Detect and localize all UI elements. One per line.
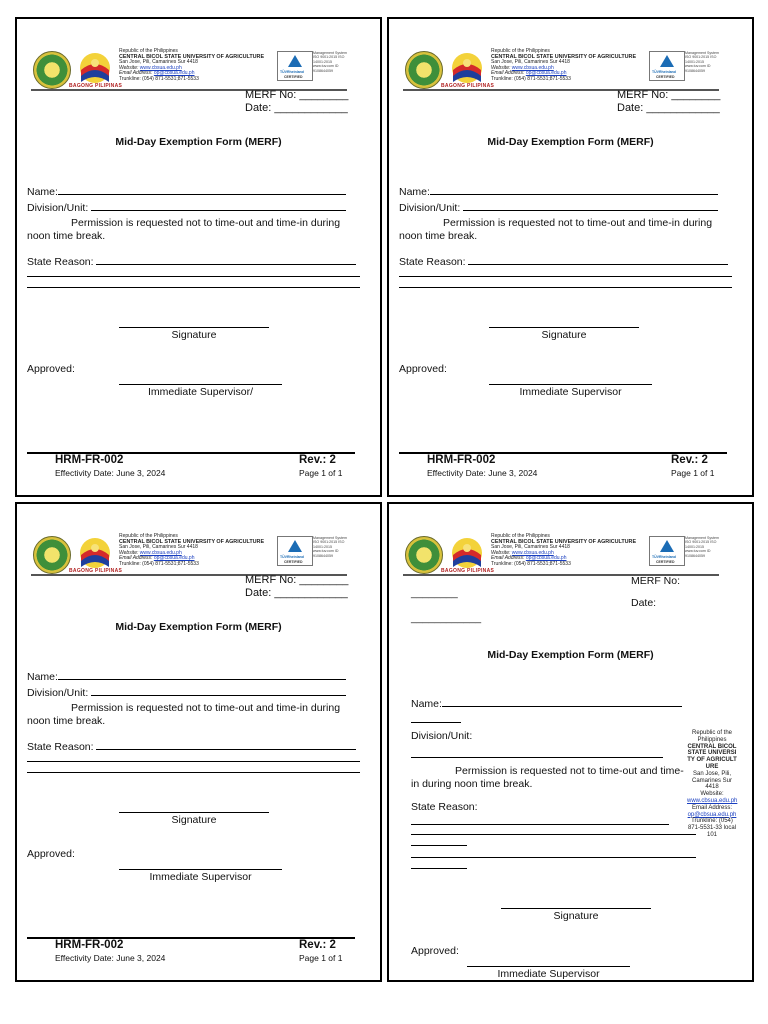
email-label: Email Address: xyxy=(491,70,525,77)
tuv-triangle-icon xyxy=(660,540,674,552)
page-number: Page 1 of 1 xyxy=(299,468,343,478)
merf-number-date xyxy=(245,89,348,115)
name-field[interactable] xyxy=(27,669,346,683)
merf-number-date xyxy=(617,89,720,115)
side-university: CENTRAL BICOL STATE UNIVERSI TY OF AGRICULT URE xyxy=(687,743,737,770)
side-email-label: Email Address: xyxy=(691,804,733,811)
division-label: Division/Unit: xyxy=(399,202,461,214)
signature-line[interactable] xyxy=(501,908,651,909)
address-text: San Jose, Pili, Camarines Sur 4418 xyxy=(491,544,570,551)
effectivity-date: Effectivity Date: June 3, 2024 xyxy=(427,468,538,478)
cert-id: www.tuv.com ID 9108644059 xyxy=(313,64,339,73)
reason-line-2[interactable] xyxy=(27,276,360,277)
merf-no-field[interactable]: ________ xyxy=(411,587,458,599)
university-info xyxy=(119,49,279,83)
republic-text: Republic of the Philippines xyxy=(491,48,550,54)
bagong-pilipinas-logo-icon xyxy=(75,537,115,569)
tuv-certification-badge xyxy=(277,536,313,566)
merf-no-field[interactable]: MERF No: ________ xyxy=(245,574,349,586)
side-address: San Jose, Pili, Camarines Sur 4418 xyxy=(691,770,732,791)
reason-field[interactable] xyxy=(399,254,728,268)
division-field[interactable] xyxy=(27,685,346,699)
signature-label: Signature xyxy=(171,814,217,826)
university-info xyxy=(491,534,651,568)
supervisor-label: Immediate Supervisor xyxy=(497,968,600,980)
university-seal-icon xyxy=(405,536,443,574)
form-footer xyxy=(399,452,727,478)
tuv-certification-badge xyxy=(649,536,685,566)
reason-label: State Reason: xyxy=(27,256,94,268)
email-link[interactable]: op@cbsua.edu.ph xyxy=(525,70,567,77)
form-title: Mid-Day Exemption Form (MERF) xyxy=(115,136,282,148)
address-text: San Jose, Pili, Camarines Sur 4418 xyxy=(119,59,198,66)
name-label: Name: xyxy=(27,186,58,198)
name-field[interactable] xyxy=(411,696,682,710)
management-system-text xyxy=(313,51,347,73)
reason-line-3[interactable] xyxy=(27,287,360,288)
reason-line-2[interactable] xyxy=(27,761,360,762)
permission-text: Permission is requested not to time-out and time-in during noon time break. xyxy=(399,217,713,242)
division-label: Division/Unit: xyxy=(27,687,89,699)
side-website-label: Website: xyxy=(700,791,724,798)
certified-text: CERTIFIED xyxy=(656,560,675,564)
email-link[interactable]: op@cbsua.edu.ph xyxy=(153,70,195,77)
tuv-triangle-icon xyxy=(288,55,302,67)
merf-form-1 xyxy=(15,17,382,497)
website-link[interactable]: www.cbsua.edu.ph xyxy=(139,549,182,556)
division-label: Division/Unit: xyxy=(27,202,89,214)
republic-text: Republic of the Philippines xyxy=(119,533,178,539)
supervisor-line[interactable] xyxy=(467,966,630,967)
email-link[interactable]: op@cbsua.edu.ph xyxy=(153,555,195,562)
republic-text: Republic of the Philippines xyxy=(491,533,550,539)
trunkline-text: Trunkline: (054) 871-5531;871-5533 xyxy=(491,560,571,567)
website-label: Website: xyxy=(119,64,139,71)
tuv-certification-badge xyxy=(649,51,685,81)
name-label: Name: xyxy=(411,698,442,710)
university-name: CENTRAL BICOL STATE UNIVERSITY OF AGRICULTURE xyxy=(491,538,637,545)
university-name: CENTRAL BICOL STATE UNIVERSITY OF AGRICULTURE xyxy=(119,53,265,60)
tuv-triangle-icon xyxy=(288,540,302,552)
name-label: Name: xyxy=(27,671,58,683)
form-footer xyxy=(27,452,355,478)
university-name: CENTRAL BICOL STATE UNIVERSITY OF AGRICULTURE xyxy=(119,538,265,545)
date-field[interactable]: Date: ____________ xyxy=(245,587,348,599)
mgmt-standards: Management System ISO 9001:2015 ISO 14001:2015 xyxy=(313,51,347,64)
tuv-text: TÜVRheinland xyxy=(652,70,676,74)
side-trunkline: Trunkline: (054) 871-5531-33 local 101 xyxy=(687,818,737,838)
website-link[interactable]: www.cbsua.edu.ph xyxy=(511,549,554,556)
management-system-text xyxy=(685,51,719,73)
website-link[interactable]: www.cbsua.edu.ph xyxy=(511,64,554,71)
merf-form-2 xyxy=(387,17,754,497)
signature-label: Signature xyxy=(553,910,599,922)
form-footer xyxy=(27,937,355,963)
division-line[interactable] xyxy=(411,757,663,758)
letterhead xyxy=(403,534,719,580)
tuv-text: TÜVRheinland xyxy=(280,555,304,559)
certified-text: CERTIFIED xyxy=(284,560,303,564)
approved-label: Approved: xyxy=(27,848,75,860)
merf-no-field[interactable]: MERF No: ________ xyxy=(245,89,349,101)
website-label: Website: xyxy=(491,64,511,71)
revision: Rev.: 2 xyxy=(299,939,336,951)
revision: Rev.: 2 xyxy=(299,454,336,466)
signature-line[interactable] xyxy=(119,812,269,813)
supervisor-line[interactable] xyxy=(119,384,282,385)
university-seal-icon xyxy=(33,51,71,89)
merf-no-field[interactable]: MERF No: ________ xyxy=(617,89,721,101)
address-text: San Jose, Pili, Camarines Sur 4418 xyxy=(491,59,570,66)
university-name: CENTRAL BICOL STATE UNIVERSITY OF AGRICULTURE xyxy=(491,53,637,60)
tuv-text: TÜVRheinland xyxy=(280,70,304,74)
effectivity-date: Effectivity Date: June 3, 2024 xyxy=(55,468,166,478)
cert-id: www.tuv.com ID 9108644059 xyxy=(313,549,339,558)
permission-text: Permission is requested not to time-out and time-in during noon time break. xyxy=(27,702,341,727)
revision: Rev.: 2 xyxy=(671,454,708,466)
form-title: Mid-Day Exemption Form (MERF) xyxy=(487,136,654,148)
mgmt-standards: Management System ISO 9001:2015 ISO 14001:2015 xyxy=(685,51,719,64)
bagong-pilipinas-text: BAGONG PILIPINAS xyxy=(69,568,123,574)
form-code: HRM-FR-002 xyxy=(427,454,496,466)
name-field[interactable] xyxy=(27,184,346,198)
name-field[interactable] xyxy=(399,184,718,198)
email-label: Email Address: xyxy=(119,555,153,562)
bagong-pilipinas-text: BAGONG PILIPINAS xyxy=(441,83,495,89)
certified-text: CERTIFIED xyxy=(284,75,303,79)
side-email-link[interactable]: op@cbsua.edu.ph xyxy=(687,811,737,818)
mgmt-standards: Management System ISO 9001:2015 ISO 14001:2015 xyxy=(313,536,347,549)
reason-line-2[interactable] xyxy=(411,834,696,835)
bagong-pilipinas-logo-icon xyxy=(447,537,487,569)
division-field[interactable] xyxy=(399,200,718,214)
bagong-pilipinas-logo-icon xyxy=(75,52,115,84)
reason-label: State Reason: xyxy=(27,741,94,753)
signature-label: Signature xyxy=(541,329,587,341)
cert-id: www.tuv.com ID 9108644059 xyxy=(685,64,711,73)
address-text: San Jose, Pili, Camarines Sur 4418 xyxy=(119,544,198,551)
reason-line-2[interactable] xyxy=(399,276,732,277)
university-info xyxy=(491,49,651,83)
date-label: Date: xyxy=(631,597,657,609)
certified-text: CERTIFIED xyxy=(656,75,675,79)
page-number: Page 1 of 1 xyxy=(671,468,715,478)
signature-label: Signature xyxy=(171,329,217,341)
merf-form-3 xyxy=(15,502,382,982)
university-seal-icon xyxy=(405,51,443,89)
university-seal-icon xyxy=(33,536,71,574)
side-republic: Republic of the Philippines xyxy=(691,730,733,743)
email-link[interactable]: op@cbsua.edu.ph xyxy=(525,555,567,562)
date-field[interactable]: Date: ____________ xyxy=(245,102,348,114)
date-field[interactable]: ____________ xyxy=(411,612,482,624)
merf-form-4 xyxy=(387,502,754,982)
name-line-2[interactable] xyxy=(411,722,461,723)
reason-line-1[interactable] xyxy=(411,824,669,825)
email-label: Email Address: xyxy=(119,70,153,77)
merf-number-date xyxy=(245,574,348,600)
reason-line-5[interactable] xyxy=(411,868,467,869)
email-label: Email Address: xyxy=(491,555,525,562)
tuv-certification-badge xyxy=(277,51,313,81)
bagong-pilipinas-text: BAGONG PILIPINAS xyxy=(441,568,495,574)
mgmt-standards: Management System ISO 9001:2015 ISO 14001:2015 xyxy=(685,536,719,549)
approved-label: Approved: xyxy=(411,945,459,957)
reason-field[interactable] xyxy=(27,739,356,753)
signature-line[interactable] xyxy=(489,327,639,328)
trunkline-text: Trunkline: (054) 871-5531;871-5533 xyxy=(119,75,199,82)
tuv-triangle-icon xyxy=(660,55,674,67)
management-system-text xyxy=(313,536,347,558)
name-label: Name: xyxy=(399,186,430,198)
side-website-link[interactable]: www.cbsua.edu.ph xyxy=(687,797,738,804)
trunkline-text: Trunkline: (054) 871-5531;871-5533 xyxy=(491,75,571,82)
supervisor-label: Immediate Supervisor xyxy=(519,386,622,398)
supervisor-label: Immediate Supervisor/ xyxy=(147,386,254,398)
website-link[interactable]: www.cbsua.edu.ph xyxy=(139,64,182,71)
form-title: Mid-Day Exemption Form (MERF) xyxy=(487,649,654,661)
division-label: Division/Unit: xyxy=(411,730,473,742)
letterhead-sidebar xyxy=(687,730,737,839)
reason-label: State Reason: xyxy=(399,256,466,268)
university-info xyxy=(119,534,279,568)
bagong-pilipinas-logo-icon xyxy=(447,52,487,84)
website-label: Website: xyxy=(491,549,511,556)
signature-line[interactable] xyxy=(119,327,269,328)
supervisor-line[interactable] xyxy=(489,384,652,385)
tuv-text: TÜVRheinland xyxy=(652,555,676,559)
supervisor-label: Immediate Supervisor xyxy=(149,871,252,883)
reason-line-3[interactable] xyxy=(27,772,360,773)
trunkline-text: Trunkline: (054) 871-5531;871-5533 xyxy=(119,560,199,567)
merf-no-label: MERF No: xyxy=(631,575,681,587)
supervisor-line[interactable] xyxy=(119,869,282,870)
division-field[interactable] xyxy=(27,200,346,214)
date-field[interactable]: Date: ____________ xyxy=(617,102,720,114)
approved-label: Approved: xyxy=(399,363,447,375)
reason-line-4[interactable] xyxy=(411,857,696,858)
effectivity-date: Effectivity Date: June 3, 2024 xyxy=(55,953,166,963)
permission-text: Permission is requested not to time-out and time-in during noon time break. xyxy=(27,217,341,242)
website-label: Website: xyxy=(119,549,139,556)
form-code: HRM-FR-002 xyxy=(55,454,124,466)
form-code: HRM-FR-002 xyxy=(55,939,124,951)
approved-label: Approved: xyxy=(27,363,75,375)
page-number: Page 1 of 1 xyxy=(299,953,343,963)
form-title: Mid-Day Exemption Form (MERF) xyxy=(115,621,282,633)
management-system-text xyxy=(685,536,719,558)
bagong-pilipinas-text: BAGONG PILIPINAS xyxy=(69,83,123,89)
cert-id: www.tuv.com ID 9108644059 xyxy=(685,549,711,558)
reason-label: State Reason: xyxy=(411,801,478,813)
reason-line-3[interactable] xyxy=(399,287,732,288)
permission-text: Permission is requested not to time-out and time-in during noon time break. xyxy=(411,765,684,790)
reason-field[interactable] xyxy=(27,254,356,268)
reason-line-3[interactable] xyxy=(411,845,467,846)
republic-text: Republic of the Philippines xyxy=(119,48,178,54)
